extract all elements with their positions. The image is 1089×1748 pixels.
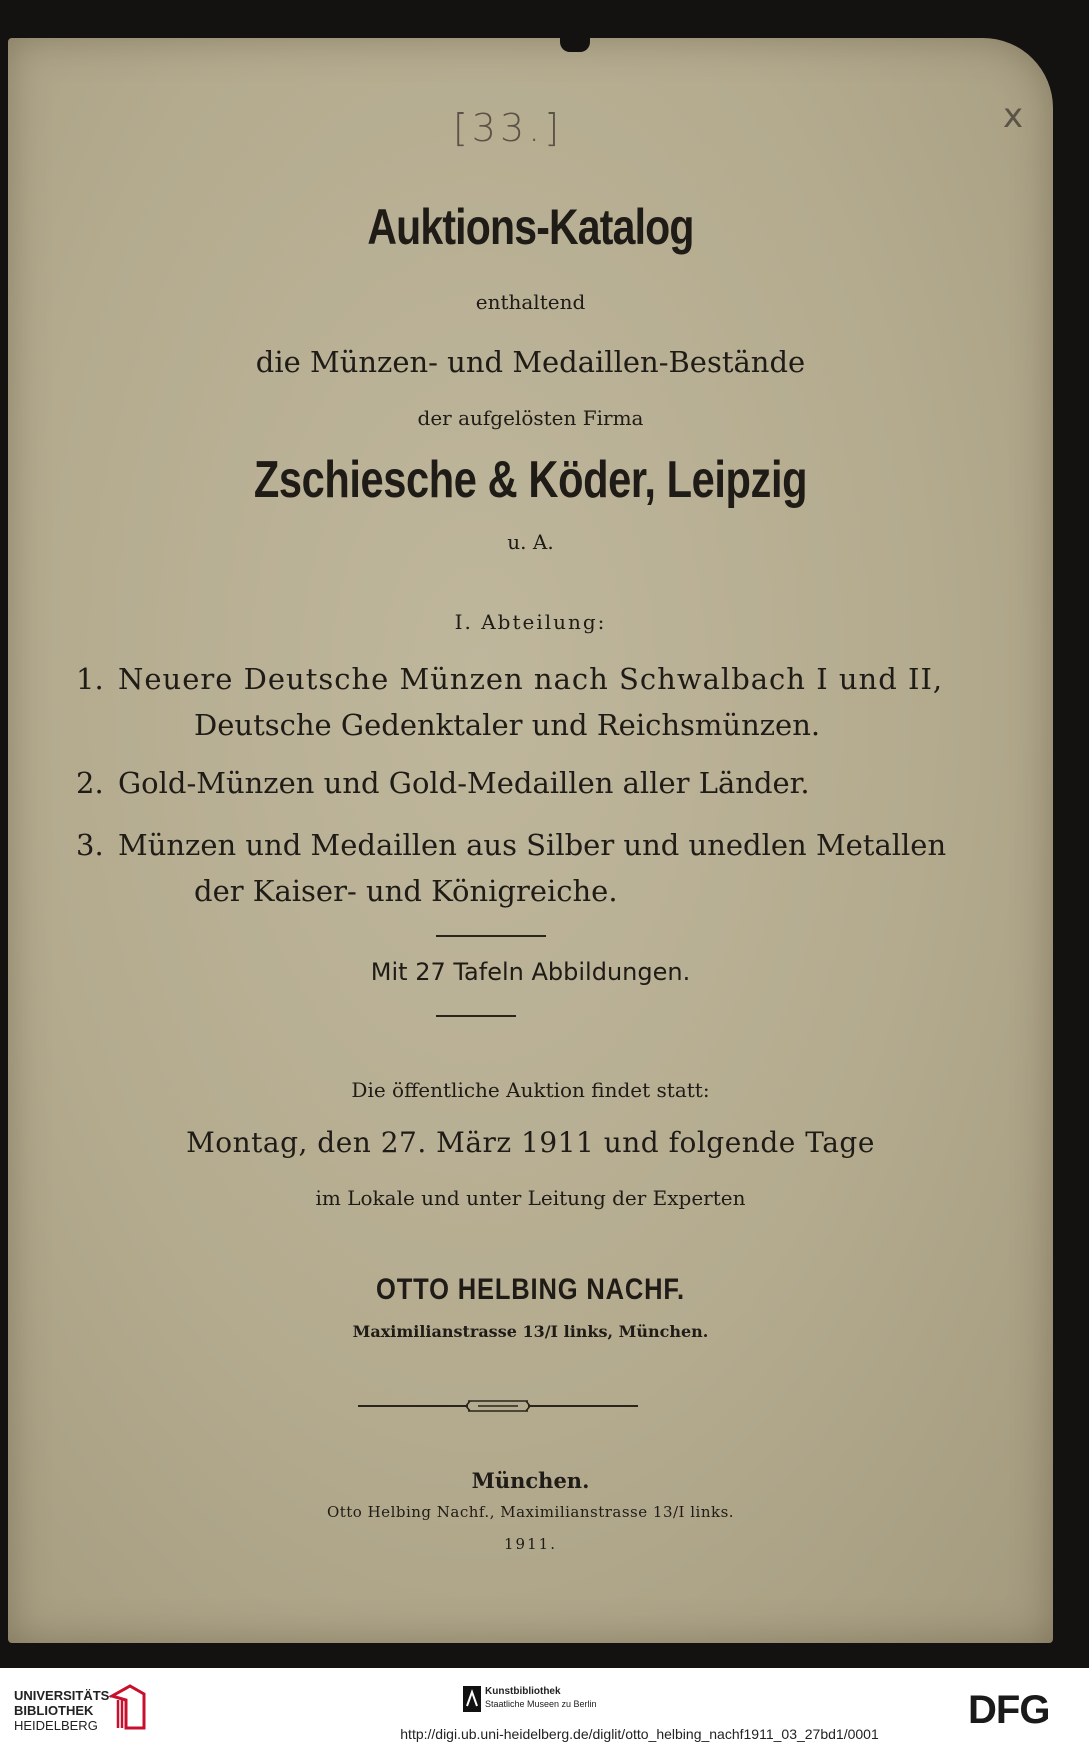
list-item-line1: Gold-Münzen und Gold-Medaillen aller Länder. bbox=[118, 766, 810, 800]
expert-address: Maximilianstrasse 13/I links, München. bbox=[352, 1322, 709, 1341]
divider-top bbox=[436, 935, 546, 937]
list-item-number: 1. bbox=[76, 662, 104, 696]
auction-date: Montag, den 27. März 1911 und folgende Tage bbox=[186, 1126, 875, 1159]
page-notch bbox=[560, 30, 590, 52]
corner-pencil-mark: x bbox=[1003, 96, 1024, 136]
permalink-url[interactable]: http://digi.ub.uni-heidelberg.de/diglit/otto_helbing_nachf1911_03_27bd1/0001 bbox=[400, 1726, 879, 1742]
list-item-number: 2. bbox=[76, 766, 104, 800]
auction-intro: Die öffentliche Auktion findet statt: bbox=[351, 1078, 710, 1102]
list-item-line2: der Kaiser- und Königreiche. bbox=[194, 874, 618, 908]
kunstbibliothek-logo[interactable] bbox=[485, 1685, 597, 1710]
kb-line1: Kunstbibliothek bbox=[485, 1686, 561, 1697]
ub-line2: BIBLIOTHEK bbox=[14, 1703, 94, 1718]
list-item-line1: Neuere Deutsche Münzen nach Schwalbach I und II, bbox=[118, 662, 944, 696]
imprint-publisher: Otto Helbing Nachf., Maximilianstrasse 13/I links. bbox=[326, 1503, 735, 1521]
list-item-number: 3. bbox=[76, 828, 104, 862]
imprint-city: München. bbox=[471, 1468, 590, 1493]
list-item-line1: Münzen und Medaillen aus Silber und unedlen Metallen bbox=[118, 828, 947, 862]
catalog-page bbox=[8, 38, 1053, 1643]
expert-name: OTTO HELBING NACHF. bbox=[376, 1273, 685, 1306]
shelfmark-annotation: [33.] bbox=[452, 106, 564, 150]
line-bestaende: die Münzen- und Medaillen-Bestände bbox=[255, 345, 806, 379]
ornament-rule bbox=[358, 1398, 638, 1414]
kb-line2: Staatliche Museen zu Berlin bbox=[485, 1699, 597, 1709]
plates-note: Mit 27 Tafeln Abbildungen. bbox=[370, 958, 691, 986]
ub-line3: HEIDELBERG bbox=[14, 1718, 98, 1733]
line-enthaltend: enthaltend bbox=[475, 290, 586, 314]
ub-line1: UNIVERSITÄTS- bbox=[14, 1688, 114, 1703]
experts-line: im Lokale und unter Leitung der Experten bbox=[315, 1186, 746, 1210]
ub-emblem-icon bbox=[108, 1682, 148, 1732]
line-ua: u. A. bbox=[507, 530, 554, 554]
imprint-year: 1911. bbox=[504, 1535, 557, 1553]
section-heading: I. Abteilung: bbox=[454, 610, 607, 634]
kunstbibliothek-emblem-icon bbox=[463, 1686, 481, 1712]
catalog-title: Auktions-Katalog bbox=[367, 199, 694, 255]
line-firma: der aufgelösten Firma bbox=[417, 406, 644, 430]
firm-name: Zschiesche & Köder, Leipzig bbox=[253, 451, 808, 509]
divider-bottom bbox=[436, 1015, 516, 1017]
viewer-footer bbox=[0, 1668, 1089, 1748]
list-item-line2: Deutsche Gedenktaler und Reichsmünzen. bbox=[194, 708, 821, 742]
dfg-logo[interactable]: DFG bbox=[968, 1688, 1050, 1732]
